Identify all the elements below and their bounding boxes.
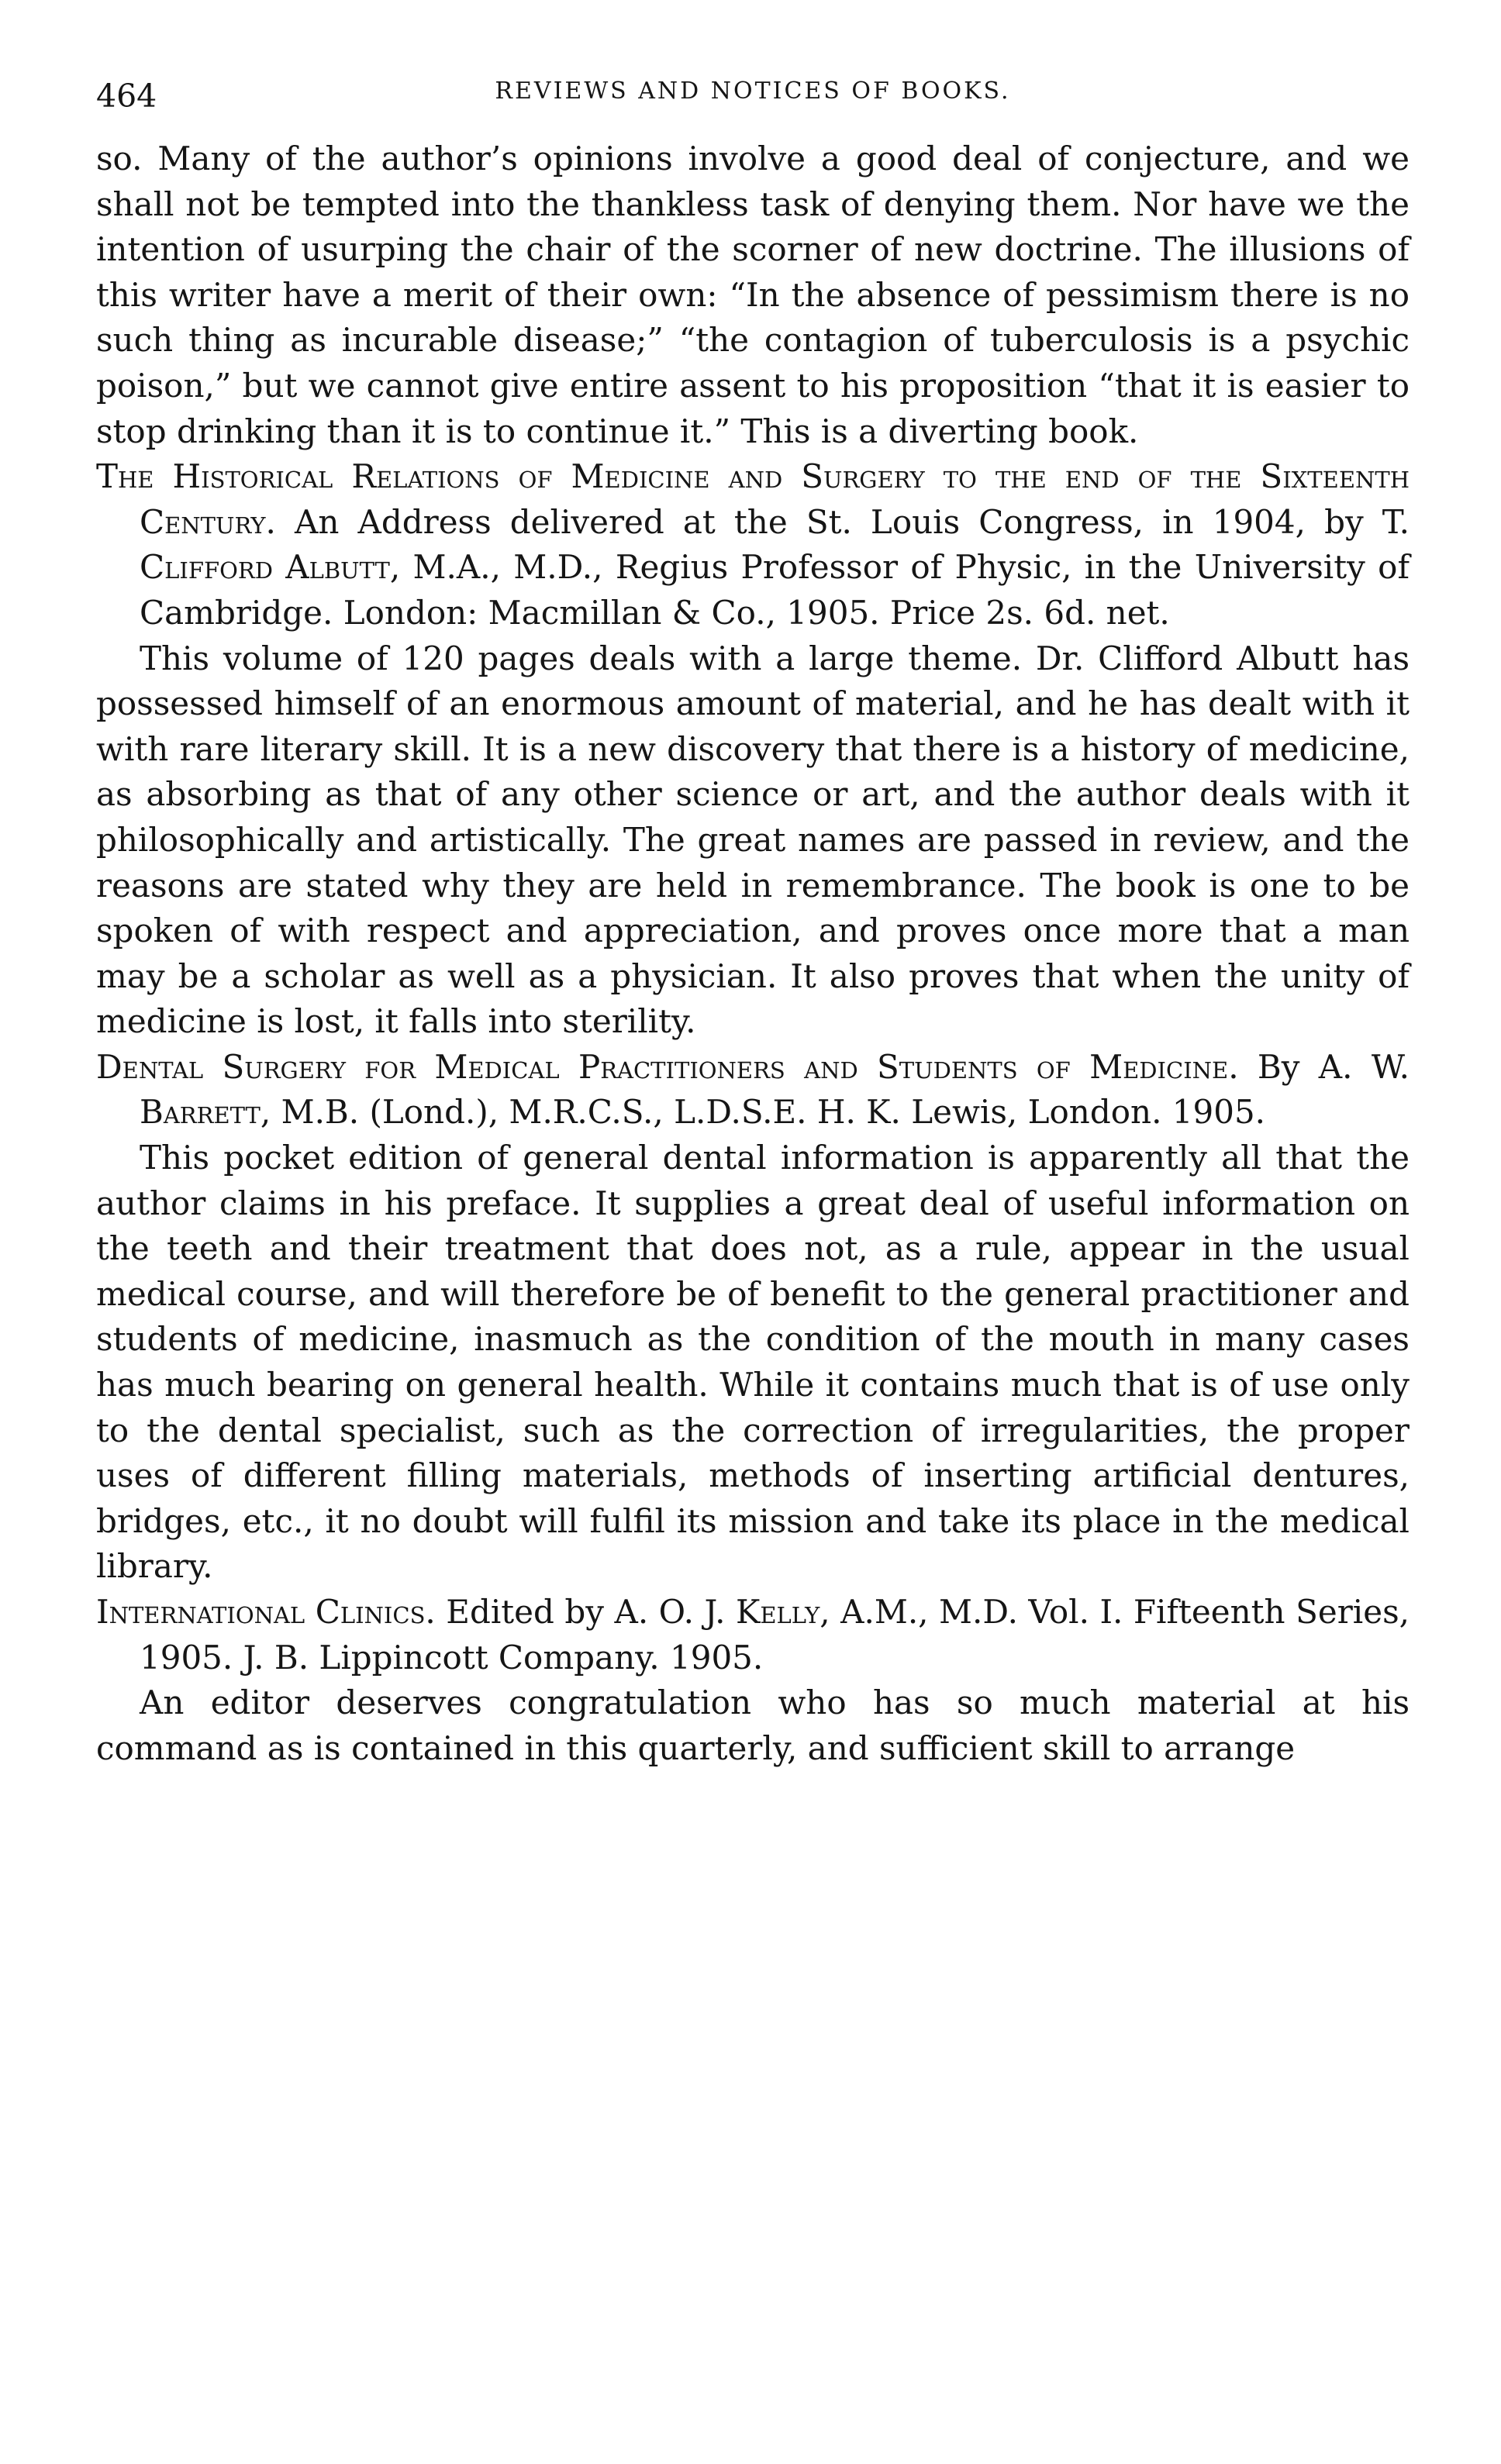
book-details: By A. W. bbox=[1238, 1047, 1410, 1086]
book-author: Barrett bbox=[140, 1093, 261, 1132]
book-title: Dental Surgery for Medical Practitioners and Students of Medicine. bbox=[96, 1047, 1239, 1086]
book-author: Kelly bbox=[735, 1593, 820, 1631]
review-paragraph: An editor deserves congratulation who has so much material at his command as is contained in this quarterly, and sufficient skill to arrange bbox=[96, 1683, 1410, 1767]
review-paragraph: This volume of 120 pages deals with a large theme. Dr. Clifford Albutt has possessed himself of an enormous amount of material, and he has dealt with it with rare literary skill. It is a new discovery that there is a history of medicine, as absorbing as that of any other science or art, and the author deals with it philosophically and artistically. The great names are passed in review, and the reasons are stated why they are held in remembrance. The book is one to be spoken of with respect and appreciation, and proves once more that a man may be a scholar as well as a physician. It also proves that when the unity of medicine is lost, it falls into sterility. bbox=[96, 639, 1410, 1041]
page-body bbox=[96, 136, 1410, 1771]
book-entry-historical-relations bbox=[96, 454, 1410, 636]
book-details: Edited by A. O. J. bbox=[435, 1593, 736, 1631]
review-paragraph: This pocket edition of general dental information is apparently all that the author claims in his preface. It supplies a great deal of useful information on the teeth and their treatment that does not, as a rule, appear in the usual medical course, and will therefore be of benefit to the general practitioner and students of medicine, inasmuch as the condition of the mouth in many cases has much bearing on general health. While it contains much that is of use only to the dental specialist, such as the correction of irregularities, the proper uses of different filling materials, methods of inserting artificial dentures, bridges, etc., it no doubt will fulfil its mission and take its place in the medical library. bbox=[96, 1139, 1410, 1586]
book-details-cont: , M.B. (Lond.), M.R.C.S., L.D.S.E. H. K. Lewis, London. 1905. bbox=[260, 1093, 1266, 1132]
page-number: 464 bbox=[96, 78, 157, 115]
book-details-cont: , A.M., M.D. Vol. I. Fifteenth Series, 1905. J. B. Lippincott Company. 1905. bbox=[140, 1593, 1410, 1677]
book-details: An Address delivered at the St. Louis Congress, in 1904, by T. bbox=[275, 502, 1410, 541]
paragraph-continuation: so. Many of the author’s opinions involve a good deal of conjecture, and we shall not be tempted into the thankless task of denying them. Nor have we the intention of usurping the chair of the scorner of new doctrine. The illusions of this writer have a merit of their own: “In the absence of pessimism there is no such thing as incurable disease;” “the contagion of tuberculosis is a psychic poison,” but we cannot give entire assent to his proposition “that it is easier to stop drinking than it is to continue it.” This is a diverting book. bbox=[96, 140, 1410, 450]
running-head: REVIEWS AND NOTICES OF BOOKS. bbox=[495, 78, 1011, 105]
book-details-cont: , M.A., M.D., Regius Professor of Physic, in the University of Cambridge. London: Macmillan & Co., 1905. Price 2s. 6d. net. bbox=[140, 548, 1410, 632]
book-entry-international-clinics bbox=[96, 1590, 1410, 1680]
book-title: The Historical Relations of Medicine and Surgery to the end of the Sixteenth Century. bbox=[96, 457, 1410, 541]
page-header bbox=[96, 78, 1410, 136]
book-title: International Clinics. bbox=[96, 1593, 436, 1631]
book-author: Clifford Albutt bbox=[140, 548, 390, 587]
book-entry-dental-surgery bbox=[96, 1045, 1410, 1136]
